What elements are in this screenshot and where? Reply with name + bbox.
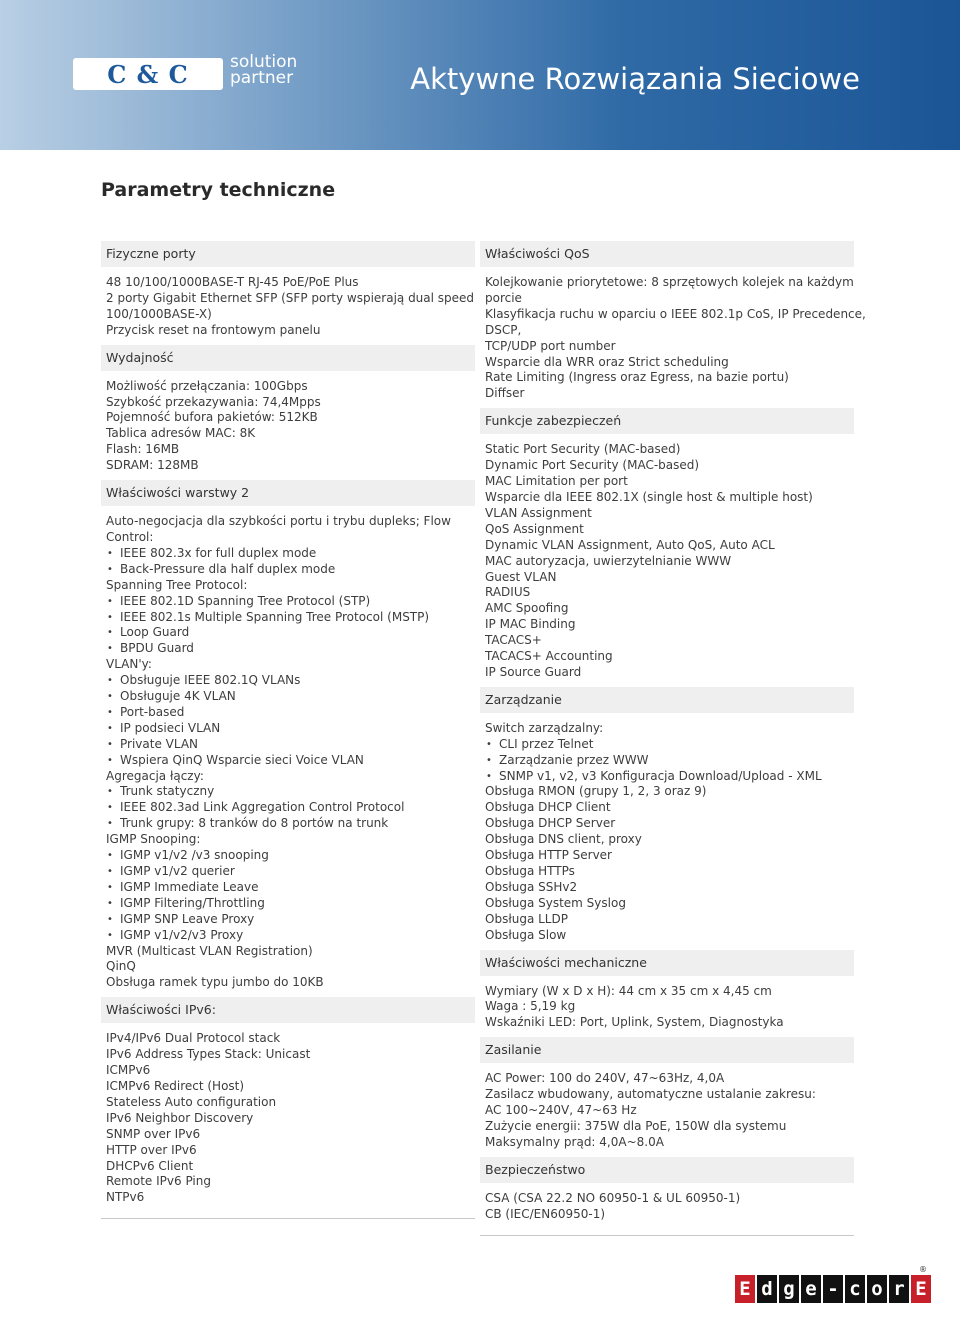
logo-sub-1: solution [230, 52, 298, 72]
section-title: Bezpieczeństwo [480, 1157, 854, 1183]
spec-line: VLAN'y: [106, 657, 152, 672]
section-body [101, 371, 475, 480]
logo-subtitle [230, 54, 297, 86]
spec-line: Spanning Tree Protocol: [106, 577, 248, 592]
spec-line: Szybkość przekazywania: 74,4Mpps [106, 394, 321, 409]
section-body [480, 976, 854, 1038]
spec-line: TCP/UDP port number [485, 338, 616, 353]
spec-line: QinQ [106, 959, 136, 974]
section-body [101, 1023, 475, 1212]
spec-line: ICMPv6 [106, 1063, 151, 1078]
logo-letter: - [823, 1275, 843, 1303]
bullet-item: • Loop Guard [106, 625, 470, 641]
spec-line: Kolejkowanie priorytetowe: 8 sprzętowych kolejek na każdym [485, 275, 854, 289]
spec-line: TACACS+ [485, 633, 542, 648]
logo-letter: c [845, 1275, 865, 1303]
spec-line: Obsługa System Syslog [485, 895, 626, 910]
page-title: Parametry techniczne [101, 179, 336, 201]
section-safety [480, 1157, 854, 1229]
section-body [101, 267, 475, 345]
bullet-item: • IGMP Immediate Leave [106, 880, 470, 896]
bullet-item: • Trunk grupy: 8 tranków do 8 portów na trunk [106, 816, 470, 832]
bullet-item: • IGMP Filtering/Throttling [106, 896, 470, 912]
section-title: Fizyczne porty [101, 241, 475, 267]
spec-line: IP Source Guard [485, 664, 582, 679]
spec-line: Remote IPv6 Ping [106, 1174, 211, 1189]
right-column [480, 241, 866, 1236]
spec-line: Wymiary (W x D x H): 44 cm x 35 cm x 4,45 cm [485, 983, 772, 998]
bullet-item: • Obsługuje IEEE 802.1Q VLANs [106, 673, 470, 689]
spec-line: Guest VLAN [485, 569, 557, 584]
spec-line: Dynamic Port Security (MAC-based) [485, 458, 700, 473]
spec-line: Diffser [485, 386, 525, 401]
spec-line: Obsługa ramek typu jumbo do 10KB [106, 975, 324, 990]
bullet-item: • BPDU Guard [106, 641, 470, 657]
logo-letter: E [735, 1275, 755, 1303]
registered-mark: ® [919, 1265, 927, 1274]
spec-line: VLAN Assignment [485, 505, 592, 520]
spec-line: Przycisk reset na frontowym panelu [106, 322, 321, 337]
spec-line: Waga : 5,19 kg [485, 999, 576, 1014]
bullet-item: • Private VLAN [106, 737, 470, 753]
header-band [0, 0, 960, 150]
spec-line: Agregacja łączy: [106, 768, 204, 783]
bullet-item: • Wspiera QinQ Wsparcie sieci Voice VLAN [106, 753, 470, 769]
left-column [101, 241, 475, 1219]
spec-line: MAC autoryzacja, uwierzytelnianie WWW [485, 553, 732, 568]
spec-line: porcie [485, 290, 522, 305]
spec-line: Obsługa LLDP [485, 911, 568, 926]
spec-line: Zasilacz wbudowany, automatyczne ustalanie zakresu: [485, 1087, 816, 1102]
section-title: Właściwości warstwy 2 [101, 480, 475, 506]
spec-line: Stateless Auto configuration [106, 1094, 277, 1109]
spec-line: Static Port Security (MAC-based) [485, 442, 681, 457]
logo-letter: r [889, 1275, 909, 1303]
spec-line: Flash: 16MB [106, 442, 180, 457]
section-qos [480, 241, 866, 408]
logo-letter: E [911, 1275, 931, 1303]
spec-line: IPv6 Neighbor Discovery [106, 1110, 254, 1125]
bullet-item: • IP podsieci VLAN [106, 721, 470, 737]
spec-line: CB (IEC/EN60950-1) [485, 1206, 606, 1221]
spec-line: Obsługa DHCP Client [485, 800, 611, 815]
logo-letter: o [867, 1275, 887, 1303]
spec-line: 100/1000BASE-X) [106, 306, 212, 321]
section-title: Wydajność [101, 345, 475, 371]
bullet-item: • IEEE 802.1s Multiple Spanning Tree Protocol (MSTP) [106, 610, 470, 626]
spec-line: IPv4/IPv6 Dual Protocol stack [106, 1031, 281, 1046]
section-body [480, 713, 854, 950]
spec-line: SNMP over IPv6 [106, 1126, 201, 1141]
spec-line: Wsparcie dla IEEE 802.1X (single host & multiple host) [485, 489, 813, 504]
spec-line: IPv6 Address Types Stack: Unicast [106, 1047, 311, 1062]
spec-line: Dynamic VLAN Assignment, Auto QoS, Auto ACL [485, 537, 775, 552]
spec-line: ICMPv6 Redirect (Host) [106, 1078, 245, 1093]
section-physical-ports [101, 241, 475, 345]
spec-line: IGMP Snooping: [106, 832, 201, 847]
spec-line: Obsługa HTTP Server [485, 848, 612, 863]
spec-line: MVR (Multicast VLAN Registration) [106, 943, 313, 958]
spec-line: Control: [106, 529, 154, 544]
spec-line: 2 porty Gigabit Ethernet SFP (SFP porty wspierają dual speed [106, 290, 475, 305]
spec-line: DSCP, [485, 322, 522, 337]
spec-line: Możliwość przełączania: 100Gbps [106, 378, 308, 393]
section-title: Zarządzanie [480, 687, 854, 713]
logo-sub-2: partner [230, 68, 294, 88]
spec-line: Auto-negocjacja dla szybkości portu i trybu dupleks; Flow [106, 514, 451, 529]
section-body [480, 1063, 854, 1157]
spec-line: AC Power: 100 do 240V, 47~63Hz, 4,0A [485, 1071, 725, 1086]
edgecore-logo [735, 1275, 931, 1303]
section-title: Właściwości IPv6: [101, 997, 475, 1023]
spec-line: IP MAC Binding [485, 617, 576, 632]
section-body [480, 267, 866, 408]
section-title: Funkcje zabezpieczeń [480, 408, 854, 434]
spec-line: Obsługa Slow [485, 927, 567, 942]
bullet-item: • Obsługuje 4K VLAN [106, 689, 470, 705]
section-power [480, 1037, 854, 1157]
bullet-item: • Zarządzanie przez WWW [485, 753, 849, 769]
section-title: Zasilanie [480, 1037, 854, 1063]
section-layer2 [101, 480, 475, 997]
spec-line: RADIUS [485, 585, 531, 600]
section-security [480, 408, 854, 687]
spec-line: NTPv6 [106, 1190, 145, 1205]
logo-letter: e [801, 1275, 821, 1303]
logo-letter: g [779, 1275, 799, 1303]
spec-line: TACACS+ Accounting [485, 649, 613, 664]
spec-line: Switch zarządzalny: [485, 720, 604, 735]
bullet-item: • IEEE 802.1D Spanning Tree Protocol (STP) [106, 594, 470, 610]
spec-line: AMC Spoofing [485, 601, 569, 616]
spec-line: MAC Limitation per port [485, 474, 628, 489]
bullet-item: • Back-Pressure dla half duplex mode [106, 562, 470, 578]
spec-line: 48 10/100/1000BASE-T RJ-45 PoE/PoE Plus [106, 275, 359, 289]
spec-line: AC 100~240V, 47~63 Hz [485, 1103, 637, 1118]
section-ipv6 [101, 997, 475, 1212]
cc-logo-text: C & C [107, 59, 189, 89]
bullet-item: • IGMP SNP Leave Proxy [106, 912, 470, 928]
spec-line: Obsługa DHCP Server [485, 816, 616, 831]
bullet-item: • IGMP v1/v2/v3 Proxy [106, 928, 470, 944]
bullet-item: • IEEE 802.3ad Link Aggregation Control Protocol [106, 800, 470, 816]
section-management [480, 687, 854, 950]
spec-line: Obsługa DNS client, proxy [485, 832, 642, 847]
bullet-item: • SNMP v1, v2, v3 Konfiguracja Download/Upload - XML [485, 769, 849, 785]
section-title: Właściwości QoS [480, 241, 854, 267]
section-body [101, 506, 475, 997]
header-title: Aktywne Rozwiązania Sieciowe [410, 62, 860, 96]
spec-line: SDRAM: 128MB [106, 458, 199, 473]
bullet-item: • Trunk statyczny [106, 784, 470, 800]
spec-line: Zużycie energii: 375W dla PoE, 150W dla systemu [485, 1118, 787, 1133]
section-body [480, 1183, 854, 1229]
bullet-item: • IEEE 802.3x for full duplex mode [106, 546, 470, 562]
bullet-item: • IGMP v1/v2 /v3 snooping [106, 848, 470, 864]
spec-line: DHCPv6 Client [106, 1158, 194, 1173]
spec-line: Obsługa HTTPs [485, 864, 575, 878]
section-body [480, 434, 854, 687]
bullet-item: • IGMP v1/v2 querier [106, 864, 470, 880]
spec-line: Obsługa RMON (grupy 1, 2, 3 oraz 9) [485, 784, 707, 799]
spec-line: QoS Assignment [485, 521, 584, 536]
spec-line: Wsparcie dla WRR oraz Strict scheduling [485, 354, 729, 369]
spec-line: Obsługa SSHv2 [485, 879, 578, 894]
spec-line: Klasyfikacja ruchu w oparciu o IEEE 802.1p CoS, IP Precedence, [485, 306, 866, 321]
spec-line: Maksymalny prąd: 4,0A~8.0A [485, 1134, 664, 1149]
section-title: Właściwości mechaniczne [480, 950, 854, 976]
spec-line: CSA (CSA 22.2 NO 60950-1 & UL 60950-1) [485, 1190, 741, 1205]
spec-line: HTTP over IPv6 [106, 1142, 197, 1157]
spec-line: Wskaźniki LED: Port, Uplink, System, Diagnostyka [485, 1015, 784, 1030]
bullet-item: • CLI przez Telnet [485, 737, 849, 753]
section-performance [101, 345, 475, 480]
cc-logo [73, 58, 223, 90]
bullet-item: • Port-based [106, 705, 470, 721]
section-mechanical [480, 950, 854, 1038]
logo-letter: d [757, 1275, 777, 1303]
spec-line: Rate Limiting (Ingress oraz Egress, na bazie portu) [485, 370, 789, 385]
spec-line: Tablica adresów MAC: 8K [106, 426, 256, 441]
spec-line: Pojemność bufora pakietów: 512KB [106, 410, 318, 425]
